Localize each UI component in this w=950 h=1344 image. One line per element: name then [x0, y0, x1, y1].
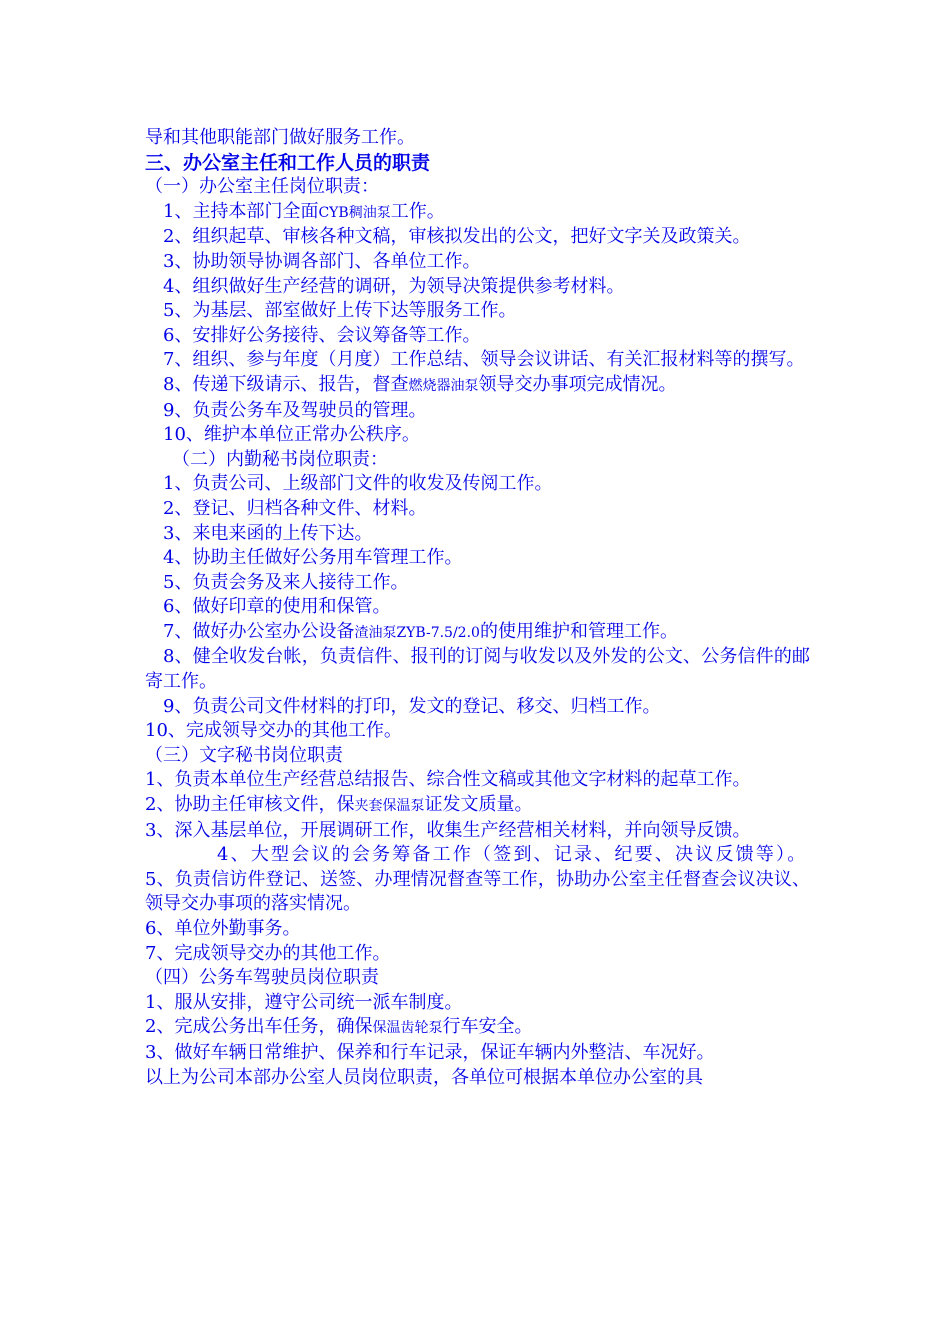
list-item: 6、单位外勤事务。 [145, 918, 301, 939]
subsection-heading: （二）内勤秘书岗位职责： [172, 448, 388, 470]
text-run: 1、主持本部门全面 [163, 200, 319, 222]
text-run: 8、传递下级请示、报告，督查 [163, 373, 409, 395]
list-item: 1、负责公司、上级部门文件的收发及传阅工作。 [163, 473, 553, 495]
document-body [145, 126, 810, 1090]
list-item: 9、负责公务车及驾驶员的管理。 [163, 399, 427, 421]
list-item [145, 200, 810, 226]
text-run: 2、协助主任审核文件，保 [145, 794, 355, 816]
inline-keyword: 渣油泵ZYB-7.5/2.0 [354, 624, 480, 641]
list-item: 3、协助领导协调各部门、各单位工作。 [163, 250, 481, 272]
list-item: 5、负责信访件登记、送签、办理情况督查等工作，协助办公室主任督查会议决议、领导交办事项的落实情况。 [145, 868, 810, 915]
list-item: 10、完成领导交办的其他工作。 [145, 720, 402, 742]
list-item: 3、来电来函的上传下达。 [163, 522, 373, 544]
subsection-heading: （四）公务车驾驶员岗位职责 [145, 967, 379, 989]
list-item: 4、大型会议的会务筹备工作（签到、记录、纪要、决议反馈等）。 [217, 844, 808, 866]
list-item: 4、组织做好生产经营的调研，为领导决策提供参考材料。 [163, 275, 625, 297]
list-item: 8、健全收发台帐，负责信件、报刊的订阅与收发以及外发的公文、公务信件的邮寄工作。 [145, 646, 810, 693]
list-item [145, 1015, 810, 1041]
list-item: 5、负责会务及来人接待工作。 [163, 571, 409, 593]
section-heading: 三、办公室主任和工作人员的职责 [145, 151, 431, 174]
list-item: 10、维护本单位正常办公秩序。 [163, 424, 420, 446]
list-item: 9、负责公司文件材料的打印，发文的登记、移交、归档工作。 [163, 695, 661, 717]
list-item: 2、组织起草、审核各种文稿，审核拟发出的公文，把好文字关及政策关。 [163, 226, 751, 248]
list-item: 3、深入基层单位，开展调研工作，收集生产经营相关材料，并向领导反馈。 [145, 819, 751, 841]
text-run: 7、做好办公室办公设备 [163, 620, 355, 642]
inline-keyword: 夹套保温泵 [354, 798, 425, 815]
list-item [145, 620, 810, 646]
list-item: 7、完成领导交办的其他工作。 [145, 942, 391, 964]
list-item: 2、登记、归档各种文件、材料。 [163, 497, 427, 519]
text-run: 行车安全。 [442, 1016, 533, 1038]
text-run: 工作。 [390, 200, 445, 222]
paragraph: 导和其他职能部门做好服务工作。 [145, 127, 415, 148]
list-item: 3、做好车辆日常维护、保养和行车记录，保证车辆内外整洁、车况好。 [145, 1041, 715, 1063]
list-item [145, 793, 810, 819]
text-run: 领导交办事项完成情况。 [478, 373, 677, 395]
subsection-heading: （三）文字秘书岗位职责 [145, 744, 343, 766]
list-item [145, 373, 810, 399]
list-item: 1、服从安排，遵守公司统一派车制度。 [145, 991, 463, 1013]
paragraph: 以上为公司本部办公室人员岗位职责，各单位可根据本单位办公室的具 [145, 1066, 703, 1088]
list-item: 6、做好印章的使用和保管。 [163, 596, 391, 618]
text-run: 的使用维护和管理工作。 [479, 620, 678, 642]
list-item: 5、为基层、部室做好上传下达等服务工作。 [163, 300, 517, 322]
subsection-heading: （一）办公室主任岗位职责： [145, 176, 379, 198]
list-item: 1、负责本单位生产经营总结报告、综合性文稿或其他文字材料的起草工作。 [145, 769, 751, 791]
text-run: 证发文质量。 [424, 794, 533, 816]
list-item: 6、安排好公务接待、会议筹备等工作。 [163, 324, 481, 346]
list-item: 7、组织、参与年度（月度）工作总结、领导会议讲话、有关汇报材料等的撰写。 [163, 349, 805, 371]
inline-keyword: CYB稠油泵 [318, 204, 391, 221]
list-item: 4、协助主任做好公务用车管理工作。 [163, 547, 463, 569]
inline-keyword: 燃烧器油泵 [408, 377, 479, 394]
inline-keyword: 保温齿轮泵 [372, 1020, 443, 1037]
text-run: 2、完成公务出车任务，确保 [145, 1016, 373, 1038]
